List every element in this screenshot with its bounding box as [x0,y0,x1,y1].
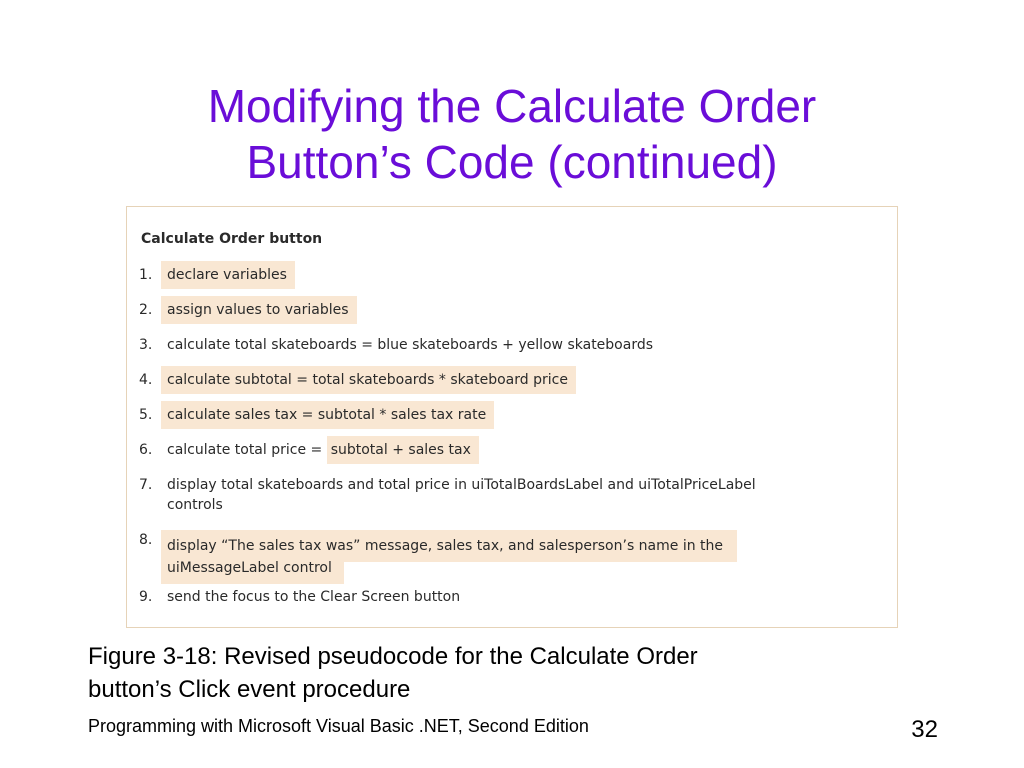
step-text [167,405,494,425]
step-number: 3. [139,337,153,353]
step-text [167,300,357,320]
page-number: 32 [911,716,938,743]
figure-heading: Calculate Order button [141,231,323,247]
step-number: 4. [139,372,153,388]
step-text [167,265,295,285]
footer-text: Programming with Microsoft Visual Basic .NET, Second Edition [88,716,589,736]
highlighted-text-line-1: display “The sales tax was” message, sales tax, and salesperson’s name in the [161,530,737,562]
step-number: 1. [139,267,153,283]
step-number: 9. [139,589,153,605]
step-text [167,440,479,460]
step-number: 8. [139,532,153,548]
step-number: 2. [139,302,153,318]
step-text [167,475,756,515]
plain-text: calculate total price = [167,442,327,458]
highlighted-text: calculate subtotal = total skateboards * skateboard price [161,366,576,394]
step-number: 5. [139,407,153,423]
step-text-line-2: controls [167,497,223,513]
figure-caption [88,640,908,706]
step-text: send the focus to the Clear Screen button [167,589,461,605]
slide-title-line-1: Modifying the Calculate Order [207,80,817,132]
slide-title [0,78,1024,190]
highlighted-text: calculate sales tax = subtotal * sales tax rate [161,401,494,429]
highlighted-text: declare variables [161,261,295,289]
step-text: calculate total skateboards = blue skateboards + yellow skateboards [167,337,654,353]
highlighted-text-line-2: uiMessageLabel control [161,554,344,584]
step-number: 7. [139,477,153,493]
step-text-line-2-wrap [167,554,737,584]
step-number: 6. [139,442,153,458]
highlighted-text: subtotal + sales tax [327,436,479,464]
step-text [167,530,737,584]
caption-line-1: Figure 3-18: Revised pseudocode for the Calculate Order [88,643,698,670]
highlighted-text: assign values to variables [161,296,357,324]
slide-title-line-2: Button’s Code (continued) [246,136,778,188]
pseudocode-figure [126,206,898,628]
caption-line-2: button’s Click event procedure [88,676,411,703]
step-text [167,370,576,390]
step-text-line-1: display total skateboards and total price in uiTotalBoardsLabel and uiTotalPriceLabel [167,477,756,493]
